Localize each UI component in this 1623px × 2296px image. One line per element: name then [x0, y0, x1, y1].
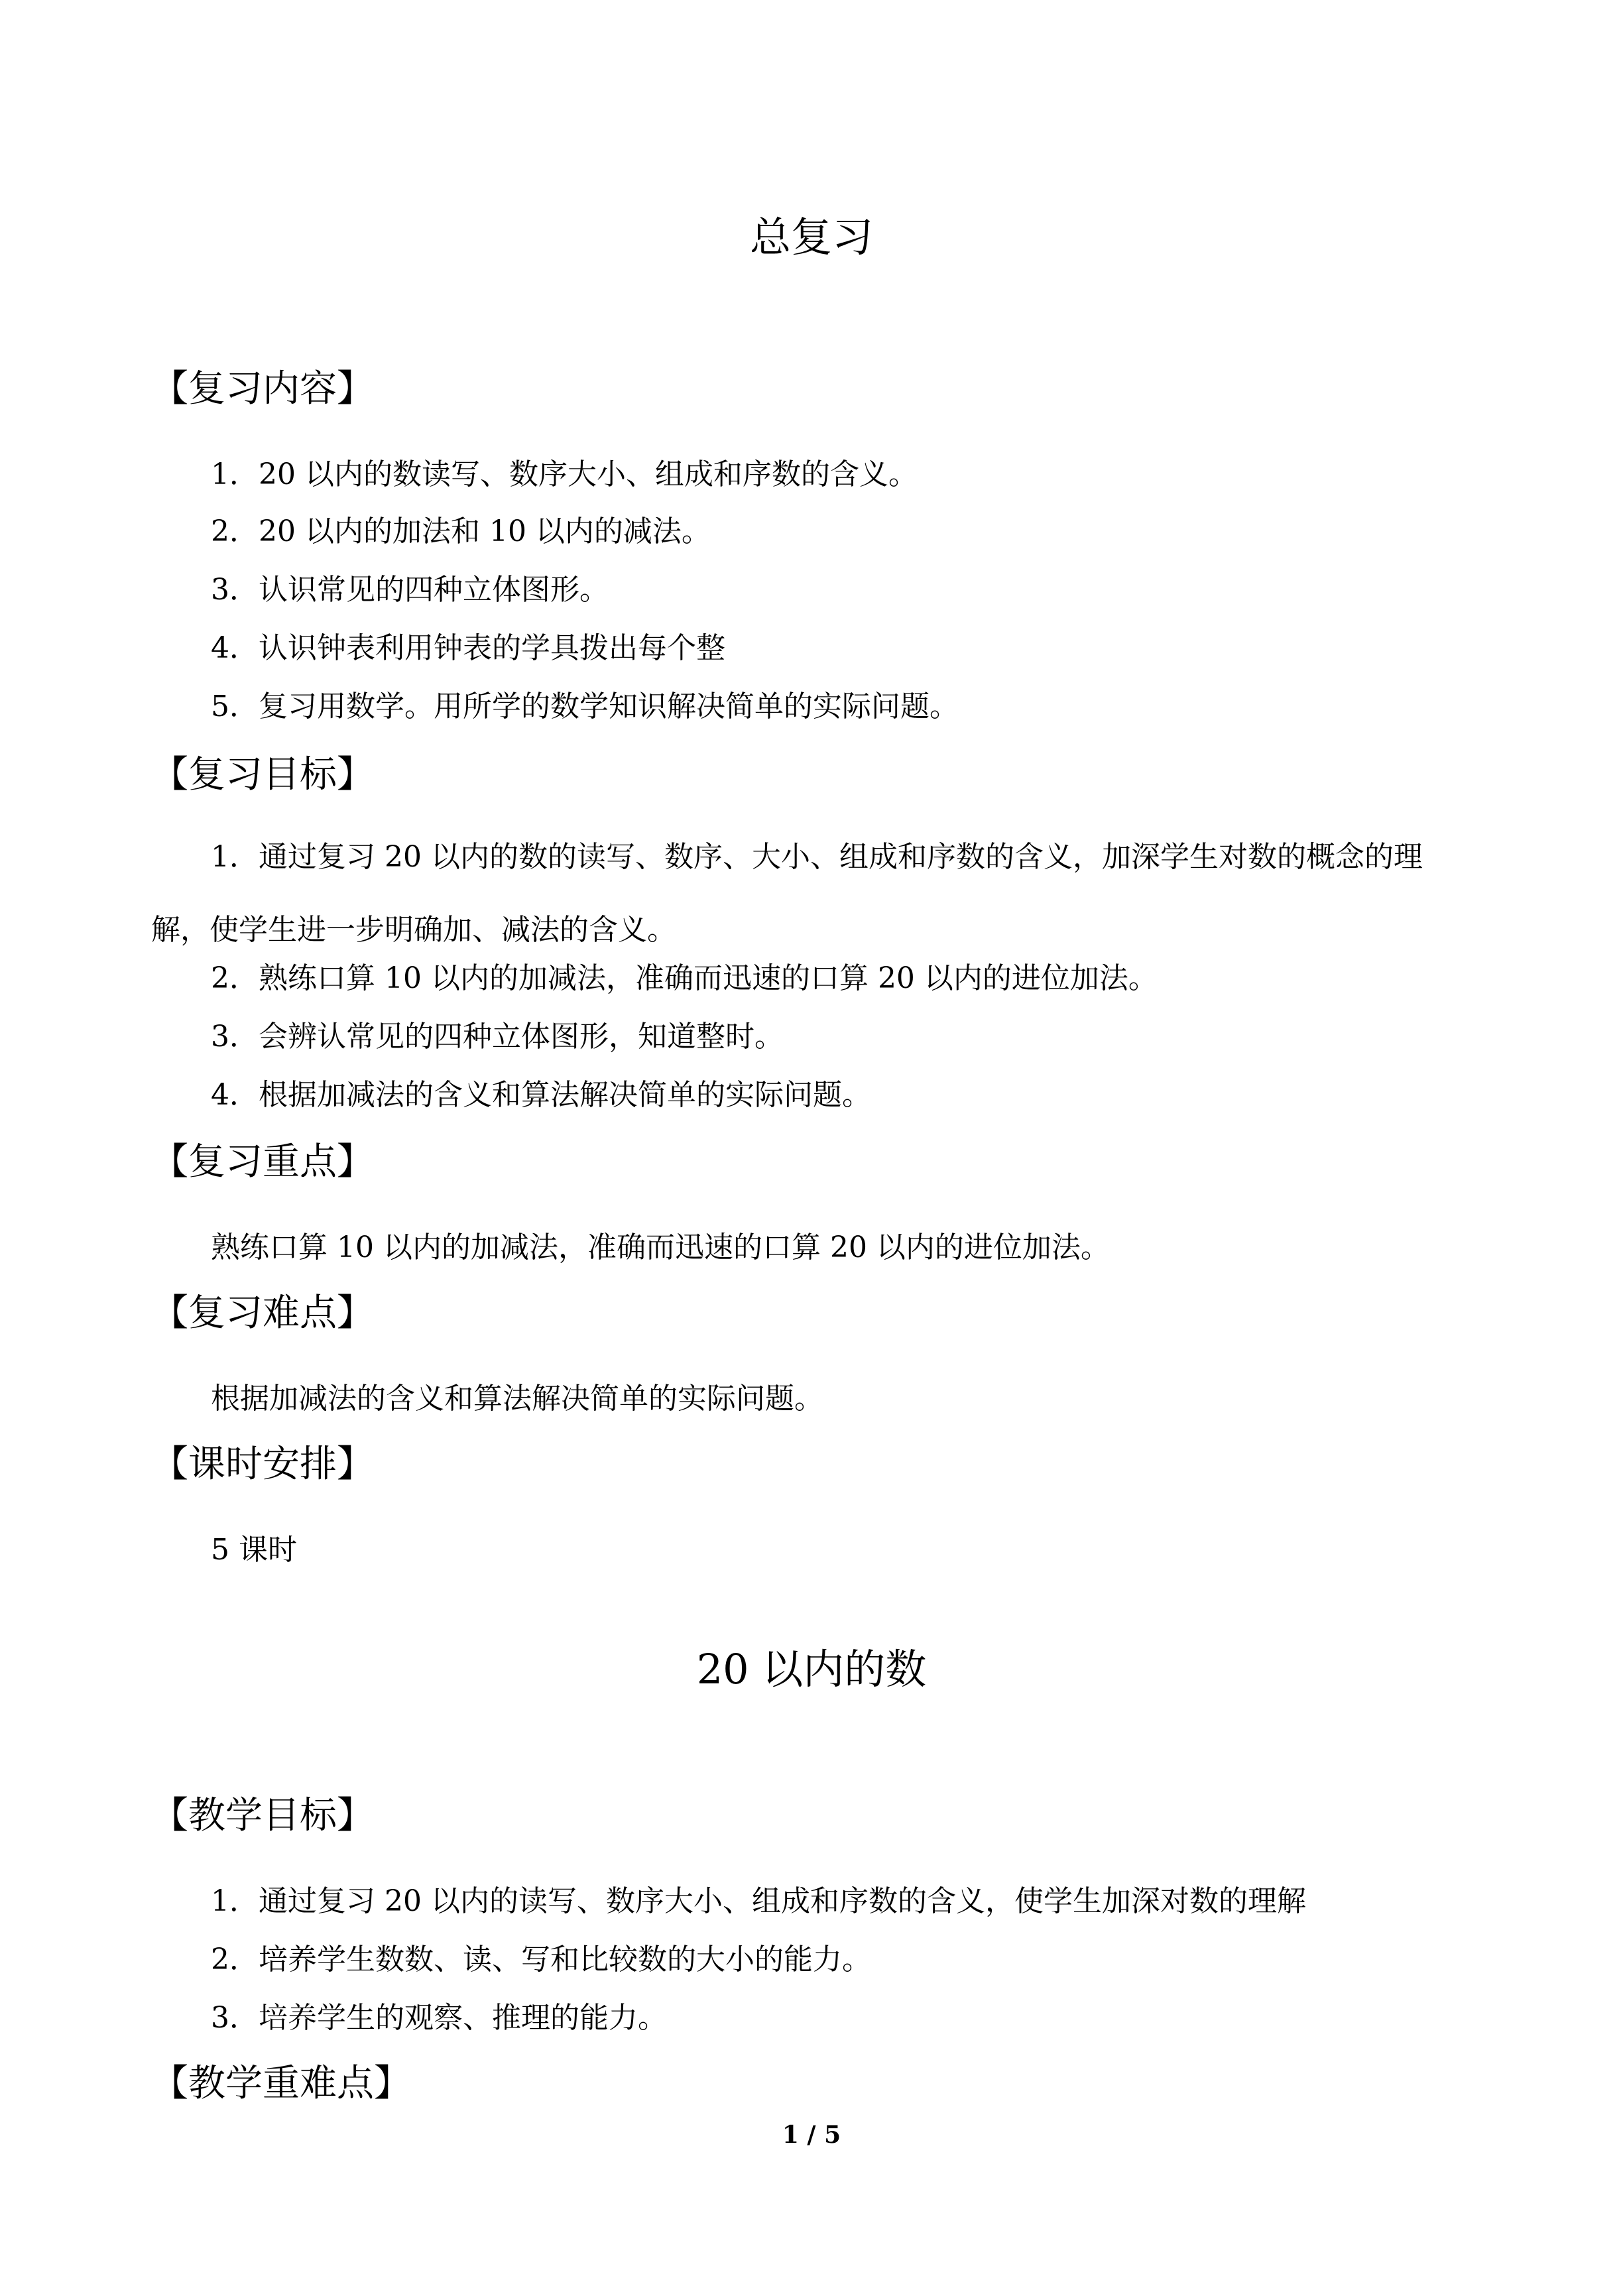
review-goal-item-1: 1．通过复习 20 以内的数的读写、数序、大小、组成和序数的含义，加深学生对数的概念的理解，使学生进一步明确加、减法的含义。 [151, 840, 1423, 947]
page-number: 1 / 5 [782, 2121, 841, 2149]
review-content-item-1: 1．20 以内的数读写、数序大小、组成和序数的含义。 [211, 457, 918, 491]
document-title: 总复习 [749, 213, 873, 261]
heading-review-goals: 【复习目标】 [151, 753, 374, 796]
heading-schedule: 【课时安排】 [151, 1443, 374, 1486]
review-goal-item-3: 3．会辨认常见的四种立体图形，知道整时。 [211, 1020, 784, 1054]
teaching-goal-item-1: 1．通过复习 20 以内的读写、数序大小、组成和序数的含义，使学生加深对数的理解 [211, 1884, 1306, 1918]
teaching-goal-item-3: 3．培养学生的观察、推理的能力。 [211, 2001, 667, 2035]
review-content-item-2: 2．20 以内的加法和 10 以内的减法。 [211, 514, 711, 548]
review-goal-item-4: 4．根据加减法的含义和算法解决简单的实际问题。 [211, 1078, 871, 1112]
review-content-item-3: 3．认识常见的四种立体图形。 [211, 573, 609, 607]
review-content-item-5: 5．复习用数学。用所学的数学知识解决简单的实际问题。 [211, 690, 959, 723]
review-content-item-4: 4．认识钟表利用钟表的学具拨出每个整 [211, 631, 725, 665]
review-goal-item-2: 2．熟练口算 10 以内的加减法，准确而迅速的口算 20 以内的进位加法。 [211, 961, 1158, 995]
review-difficulty-text: 根据加减法的含义和算法解决简单的实际问题。 [211, 1382, 823, 1416]
heading-teaching-goals: 【教学目标】 [151, 1794, 374, 1837]
schedule-text: 5 课时 [211, 1533, 297, 1567]
section-subtitle: 20 以内的数 [696, 1645, 927, 1693]
teaching-goal-item-2: 2．培养学生数数、读、写和比较数的大小的能力。 [211, 1943, 871, 1976]
review-key-text: 熟练口算 10 以内的加减法，准确而迅速的口算 20 以内的进位加法。 [211, 1231, 1110, 1264]
heading-review-key: 【复习重点】 [151, 1140, 374, 1183]
heading-review-difficulty: 【复习难点】 [151, 1292, 374, 1335]
heading-teaching-key-difficulty: 【教学重难点】 [151, 2062, 411, 2105]
heading-review-content: 【复习内容】 [151, 367, 374, 410]
